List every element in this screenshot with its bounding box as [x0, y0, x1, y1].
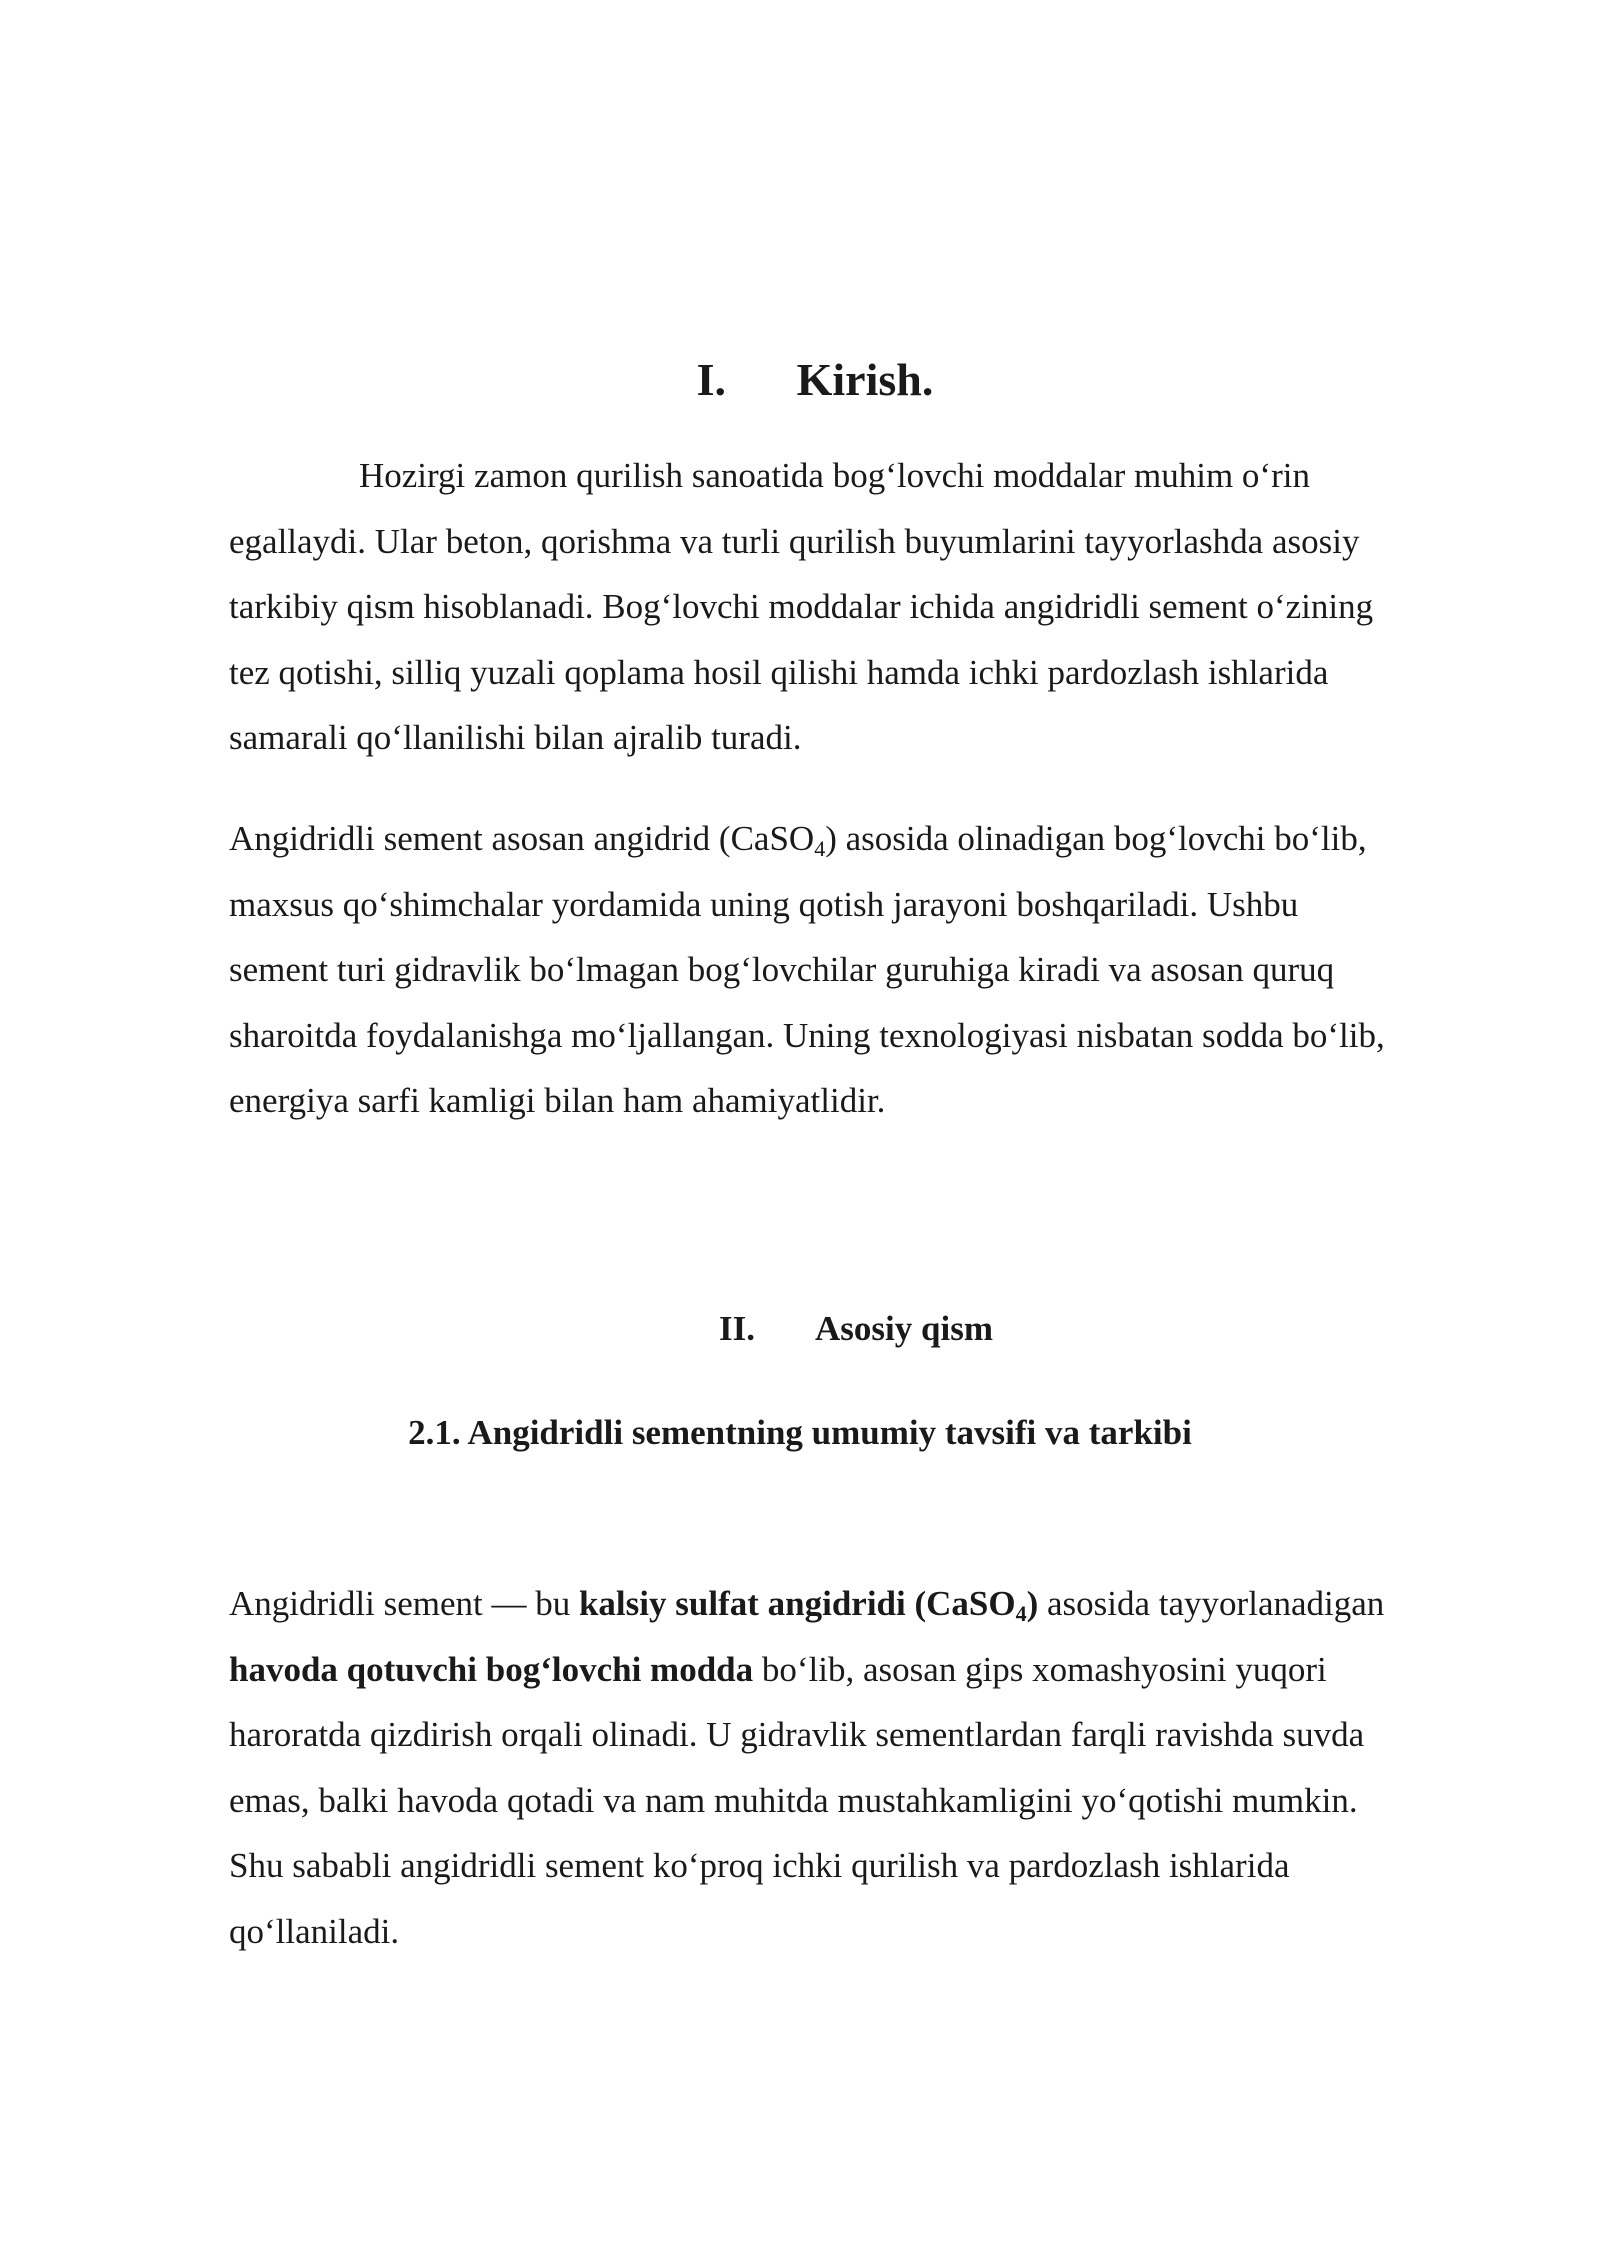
paragraph-line: egallaydi. Ular beton, qorishma va turli qurilish buyumlarini tayyorlashda asosiy	[229, 521, 1360, 561]
text-run: ) asosida olinadigan bog‘lovchi bo‘lib,	[825, 819, 1367, 858]
paragraph-line	[229, 1637, 1469, 1703]
intro-paragraph-2	[229, 806, 1469, 1134]
section-title: Kirish.	[796, 354, 934, 405]
subscript: 4	[1015, 1601, 1027, 1626]
bold-term: havoda qotuvchi bog‘lovchi modda	[229, 1649, 754, 1689]
section-heading-main	[0, 1304, 1600, 1354]
text-run: bo‘lib, asosan gips xomashyosini yuqori	[753, 1649, 1327, 1689]
subsection-heading: 2.1. Angidridli sementning umumiy tavsifi va tarkibi	[408, 1413, 1192, 1452]
bold-term	[578, 1584, 1039, 1626]
paragraph-line: sement turi gidravlik bo‘lmagan bog‘lovchilar guruhiga kiradi va asosan quruq	[229, 950, 1335, 989]
paragraph-line: samarali qo‘llanilishi bilan ajralib turadi.	[229, 718, 802, 757]
section-number: I.	[696, 354, 727, 405]
text-run: asosida tayyorlanadigan	[1038, 1584, 1385, 1623]
intro-paragraph-1	[229, 443, 1469, 771]
subscript: 4	[814, 836, 826, 861]
section-title: Asosiy qism	[815, 1309, 993, 1348]
text-run: )	[1026, 1584, 1039, 1623]
paragraph-line: Shu sababli angidridli sement ko‘proq ichki qurilish va pardozlash ishlarida	[229, 1846, 1290, 1885]
paragraph-line	[229, 1571, 1469, 1637]
paragraph-line: qo‘llaniladi.	[229, 1911, 400, 1951]
paragraph-line: Hozirgi zamon qurilish sanoatida bog‘lovchi moddalar muhim o‘rin	[359, 456, 1310, 495]
paragraph-line	[229, 806, 1469, 872]
paragraph-line: emas, balki havoda qotadi va nam muhitda mustahkamligini yo‘qotishi mumkin.	[229, 1780, 1358, 1820]
paragraph-line: tarkibiy qism hisoblanadi. Bog‘lovchi moddalar ichida angidridli sement o‘zining	[229, 587, 1374, 626]
paragraph-line: sharoitda foydalanishga mo‘ljallangan. Uning texnologiyasi nisbatan sodda bo‘lib,	[229, 1015, 1385, 1055]
paragraph-line: tez qotishi, silliq yuzali qoplama hosil qilishi hamda ichki pardozlash ishlarida	[229, 652, 1329, 692]
paragraph-line: haroratda qizdirish orqali olinadi. U gidravlik sementlardan farqli ravishda suvda	[229, 1715, 1365, 1754]
paragraph-line: maxsus qo‘shimchalar yordamida uning qotish jarayoni boshqariladi. Ushbu	[229, 884, 1299, 924]
section-heading-introduction	[0, 350, 1600, 410]
text-run: kalsiy sulfat angidridi (CaSO	[578, 1584, 1016, 1623]
section-number: II.	[719, 1309, 756, 1348]
text-run: Angidridli sement asosan angidrid (CaSO	[229, 819, 815, 858]
paragraph-line: energiya sarfi kamligi bilan ham ahamiyatlidir.	[229, 1081, 886, 1120]
main-paragraph-1	[229, 1571, 1469, 1964]
text-run: Angidridli sement — bu	[229, 1584, 579, 1623]
